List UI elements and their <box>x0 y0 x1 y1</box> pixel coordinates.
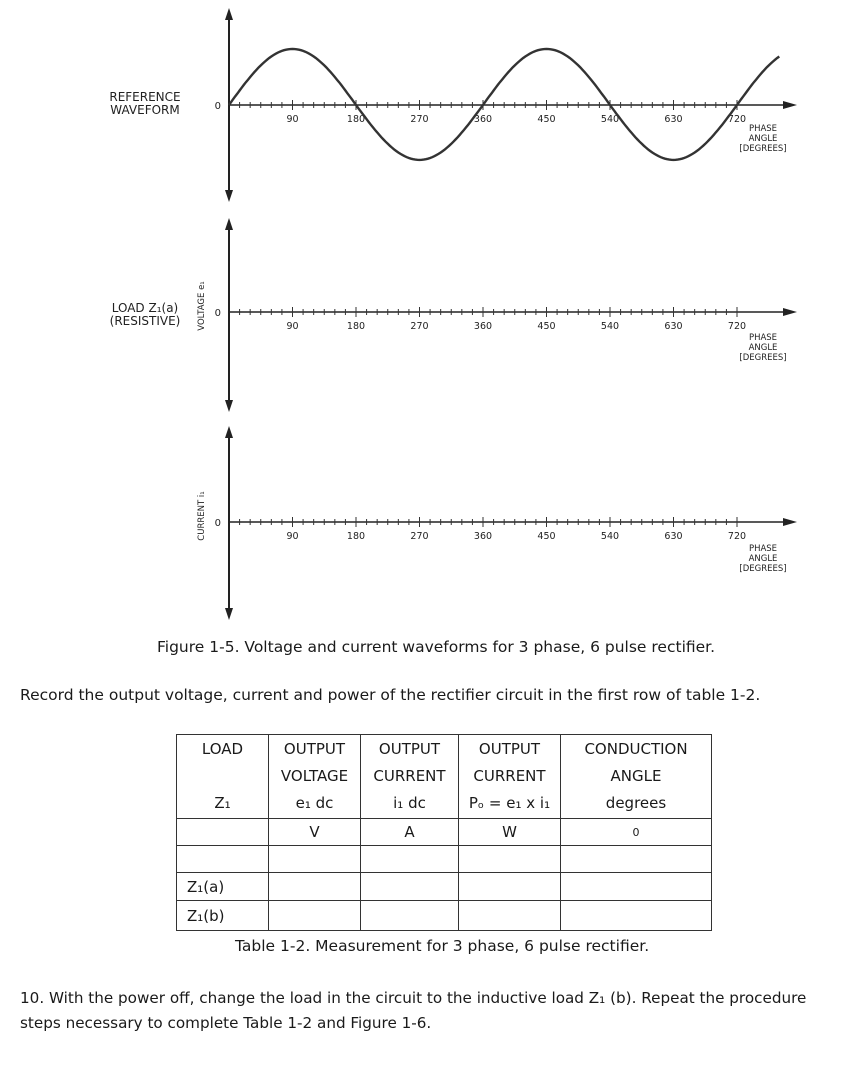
header-load-line2: Z₁ <box>214 794 231 812</box>
x-axis-unit-label: [DEGREES] <box>739 564 787 574</box>
y-axis-arrow-up <box>225 218 233 230</box>
plot-label: WAVEFORM <box>110 103 180 117</box>
unit-current: A <box>361 819 459 846</box>
header-voltage-line1: OUTPUT <box>283 740 346 758</box>
header-power <box>459 735 561 819</box>
header-voltage-line3: e₁ dc <box>295 794 334 812</box>
x-tick-label: 630 <box>664 531 683 542</box>
y-axis-label: CURRENT i₁ <box>197 491 207 541</box>
spacer-cell <box>561 846 712 873</box>
header-power-line3: Pₒ = e₁ x i₁ <box>468 794 551 812</box>
header-power-line2: CURRENT <box>473 767 546 785</box>
x-tick-label: 90 <box>286 114 299 125</box>
x-axis-arrow <box>783 101 797 109</box>
cell-voltage[interactable] <box>269 873 361 901</box>
unit-voltage: V <box>269 819 361 846</box>
x-axis-arrow <box>783 308 797 316</box>
x-axis-arrow <box>783 518 797 526</box>
header-angle-line1: CONDUCTION <box>584 740 688 758</box>
header-current <box>361 735 459 819</box>
spacer-cell <box>269 846 361 873</box>
x-tick-label: 540 <box>600 114 620 125</box>
x-tick-label: 540 <box>600 531 620 542</box>
y-axis-arrow-down <box>225 190 233 202</box>
x-tick-label: 720 <box>727 531 747 542</box>
measurement-table <box>176 734 712 931</box>
x-tick-label: 180 <box>346 531 366 542</box>
x-tick-label: 180 <box>346 114 366 125</box>
unit-power: W <box>459 819 561 846</box>
x-tick-label: 180 <box>346 321 366 332</box>
cell-angle[interactable] <box>561 901 712 931</box>
y-zero-label: 0 <box>214 518 221 529</box>
table-spacer-row <box>177 846 712 873</box>
cell-power[interactable] <box>459 901 561 931</box>
header-load <box>177 735 269 819</box>
header-angle <box>561 735 712 819</box>
x-tick-label: 270 <box>410 114 429 125</box>
step-10-line1: 10. With the power off, change the load in the circuit to the inductive load Z₁ (b). Repeat the procedure <box>20 989 807 1007</box>
cell-current[interactable] <box>361 873 459 901</box>
x-tick-label: 270 <box>410 531 429 542</box>
unit-load <box>177 819 269 846</box>
header-voltage <box>269 735 361 819</box>
table-caption: Table 1-2. Measurement for 3 phase, 6 pulse rectifier. <box>235 937 650 955</box>
x-axis-unit-label: ANGLE <box>748 554 778 564</box>
y-zero-label: 0 <box>214 101 221 112</box>
x-axis-unit-label: [DEGREES] <box>739 353 787 363</box>
x-tick-label: 450 <box>537 321 556 332</box>
y-axis-label: VOLTAGE e₁ <box>197 281 207 331</box>
unit-angle: 0 <box>561 819 712 846</box>
x-tick-label: 720 <box>727 114 747 125</box>
x-tick-label: 360 <box>473 321 493 332</box>
x-tick-label: 450 <box>537 531 556 542</box>
row-label-z1a: Z₁(a) <box>177 873 269 901</box>
cell-power[interactable] <box>459 873 561 901</box>
x-axis-unit-label: ANGLE <box>748 343 778 353</box>
header-current-line2: CURRENT <box>373 767 446 785</box>
table-row <box>177 873 712 901</box>
x-tick-label: 630 <box>664 321 683 332</box>
plot-label: LOAD Z₁(a) <box>111 301 179 315</box>
y-axis-arrow-up <box>225 8 233 20</box>
table-units-row <box>177 819 712 846</box>
x-axis-unit-label: PHASE <box>748 544 778 554</box>
header-load-line1: LOAD <box>201 740 244 758</box>
x-tick-label: 540 <box>600 321 620 332</box>
header-load-spacer <box>177 763 268 790</box>
figure-caption: Figure 1-5. Voltage and current waveforms for 3 phase, 6 pulse rectifier. <box>157 638 716 656</box>
header-current-line3: i₁ dc <box>393 794 426 812</box>
row-label-z1b: Z₁(b) <box>177 901 269 931</box>
x-tick-label: 90 <box>286 531 299 542</box>
cell-voltage[interactable] <box>269 901 361 931</box>
header-voltage-line2: VOLTAGE <box>280 767 349 785</box>
y-axis-arrow-down <box>225 400 233 412</box>
spacer-cell <box>361 846 459 873</box>
header-angle-line3: degrees <box>605 794 667 812</box>
y-axis-arrow-up <box>225 426 233 438</box>
instruction-text: Record the output voltage, current and power of the rectifier circuit in the first row of table 1-2. <box>20 686 761 704</box>
x-axis-unit-label: ANGLE <box>748 134 778 144</box>
cell-angle[interactable] <box>561 873 712 901</box>
x-axis-unit-label: PHASE <box>748 124 778 134</box>
table-header-row <box>177 735 712 819</box>
y-axis-arrow-down <box>225 608 233 620</box>
cell-current[interactable] <box>361 901 459 931</box>
y-zero-label: 0 <box>214 308 221 319</box>
x-tick-label: 90 <box>286 321 299 332</box>
x-axis-unit-label: [DEGREES] <box>739 144 787 154</box>
x-tick-label: 360 <box>473 531 493 542</box>
header-power-line1: OUTPUT <box>478 740 541 758</box>
header-angle-line2: ANGLE <box>610 767 662 785</box>
plot-label: (RESISTIVE) <box>109 314 181 328</box>
x-tick-label: 720 <box>727 321 747 332</box>
header-current-line1: OUTPUT <box>378 740 441 758</box>
plot-label: REFERENCE <box>109 90 181 104</box>
step-10-line2: steps necessary to complete Table 1-2 and Figure 1-6. <box>20 1014 432 1032</box>
spacer-cell <box>177 846 269 873</box>
x-tick-label: 630 <box>664 114 683 125</box>
spacer-cell <box>459 846 561 873</box>
table-row <box>177 901 712 931</box>
x-tick-label: 450 <box>537 114 556 125</box>
x-tick-label: 360 <box>473 114 493 125</box>
x-axis-unit-label: PHASE <box>748 333 778 343</box>
x-tick-label: 270 <box>410 321 429 332</box>
